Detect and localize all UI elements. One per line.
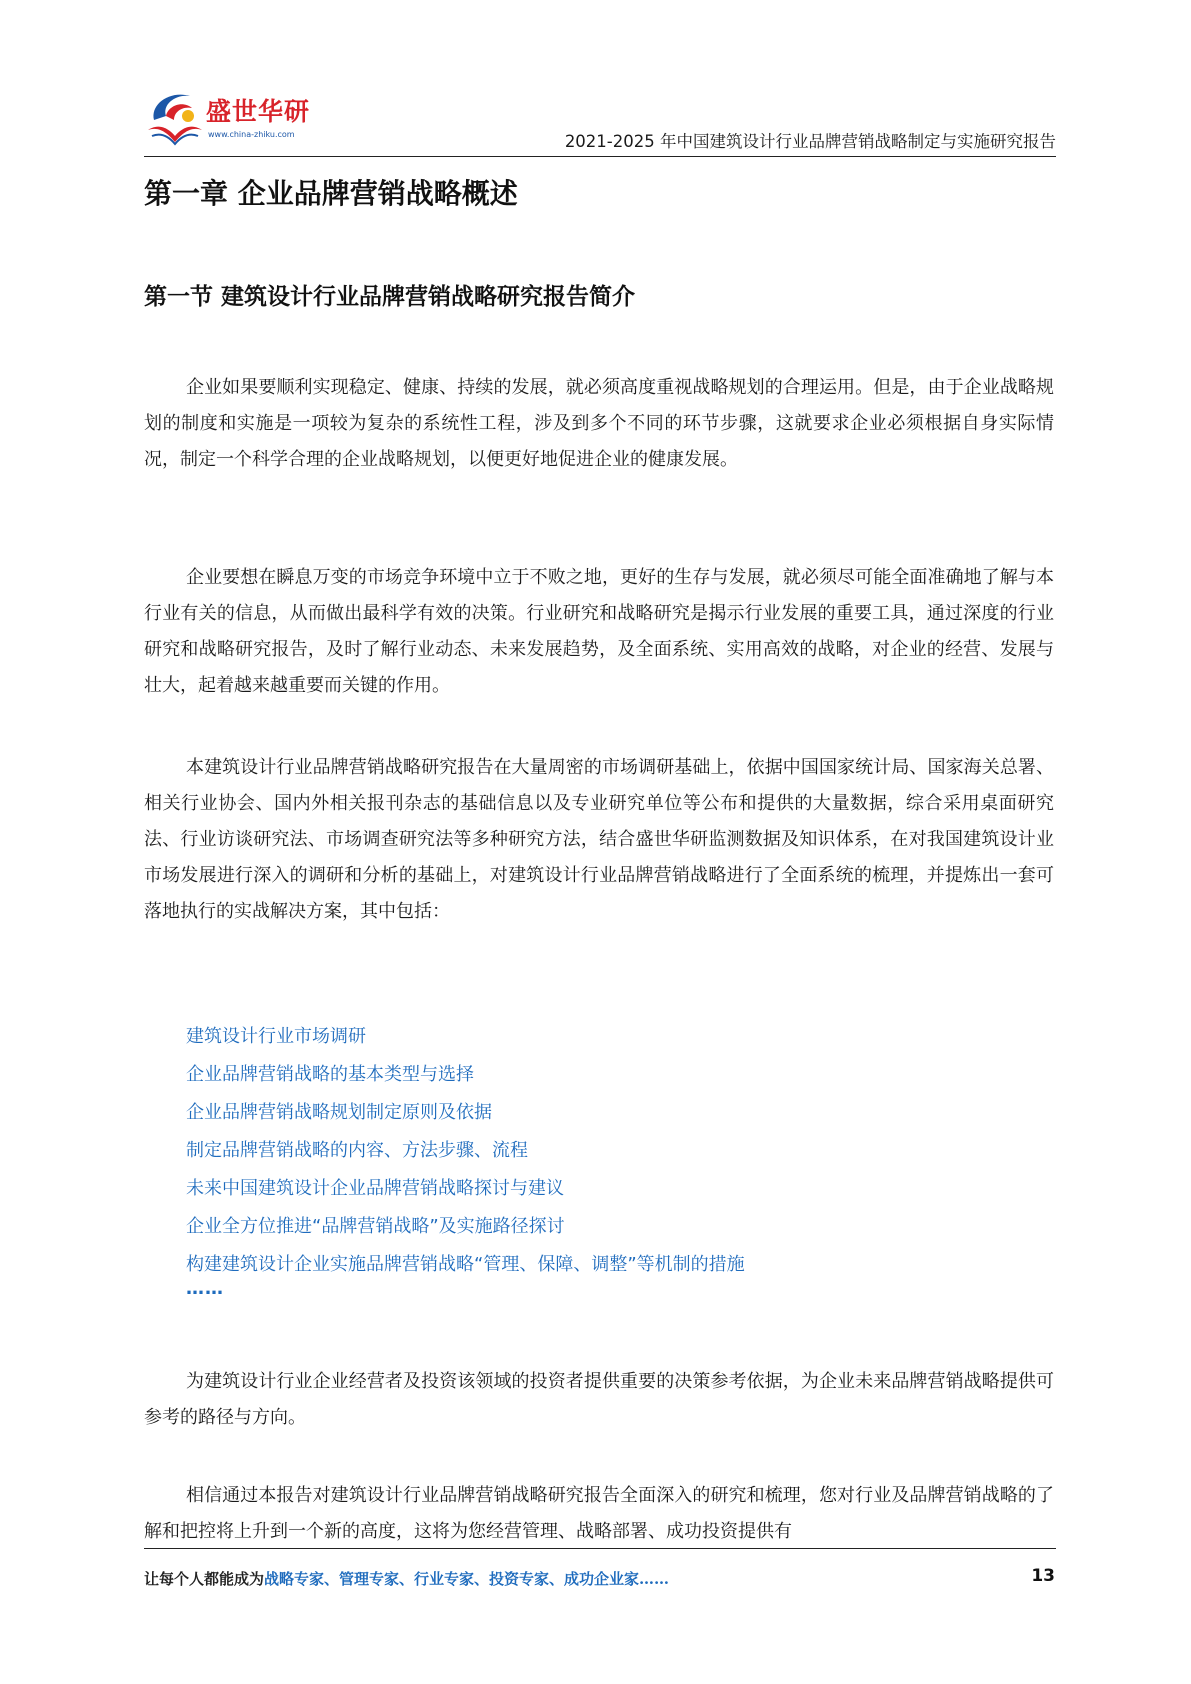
report-title: 2021-2025 年中国建筑设计行业品牌营销战略制定与实施研究报告 bbox=[564, 132, 1056, 151]
body-paragraph: 企业如果要顺利实现稳定、健康、持续的发展，就必须高度重视战略规划的合理运用。但是，由于企业战略规划的制度和实施是一项较为复杂的系统性工程，涉及到多个不同的环节步骤，这就要求企业必须根据自身实际情况，制定一个科学合理的企业战略规划，以便更好地促进企业的健康发展。 bbox=[144, 377, 1054, 470]
footer-divider bbox=[144, 1548, 1056, 1549]
logo-website: www.china-zhiku.com bbox=[208, 130, 295, 139]
contents-link-list bbox=[186, 1018, 745, 1284]
page-number: 13 bbox=[1031, 1566, 1055, 1586]
contents-link[interactable]: 制定品牌营销战略的内容、方法步骤、流程 bbox=[186, 1140, 528, 1161]
body-paragraph: 相信通过本报告对建筑设计行业品牌营销战略研究报告全面深入的研究和梳理，您对行业及品牌营销战略的了解和把控将上升到一个新的高度，这将为您经营管理、战略部署、成功投资提供有 bbox=[144, 1485, 1054, 1542]
contents-link[interactable]: 构建建筑设计企业实施品牌营销战略“管理、保障、调整”等机制的措施 bbox=[186, 1254, 745, 1275]
company-logo bbox=[144, 86, 314, 150]
contents-link[interactable]: 企业品牌营销战略的基本类型与选择 bbox=[186, 1064, 474, 1085]
footer-slogan-highlight: 战略专家、管理专家、行业专家、投资专家、成功企业家…… bbox=[264, 1570, 670, 1588]
body-paragraph: 企业要想在瞬息万变的市场竞争环境中立于不败之地，更好的生存与发展，就必须尽可能全面准确地了解与本行业有关的信息，从而做出最科学有效的决策。行业研究和战略研究是揭示行业发展的重要工具，通过深度的行业研究和战略研究报告，及时了解行业动态、未来发展趋势，及全面系统、实用高效的战略，对企业的经营、发展与壮大，起着越来越重要而关键的作用。 bbox=[144, 567, 1054, 696]
contents-link[interactable]: 企业品牌营销战略规划制定原则及依据 bbox=[186, 1102, 492, 1123]
contents-link[interactable]: 企业全方位推进“品牌营销战略”及实施路径探讨 bbox=[186, 1216, 565, 1237]
contents-link[interactable]: 建筑设计行业市场调研 bbox=[186, 1026, 366, 1047]
body-paragraph: 本建筑设计行业品牌营销战略研究报告在大量周密的市场调研基础上，依据中国国家统计局、国家海关总署、相关行业协会、国内外相关报刊杂志的基础信息以及专业研究单位等公布和提供的大量数据，综合采用桌面研究法、行业访谈研究法、市场调查研究法等多种研究方法，结合盛世华研监测数据及知识体系，在对我国建筑设计业市场发展进行深入的调研和分析的基础上，对建筑设计行业品牌营销战略进行了全面系统的梳理，并提炼出一套可落地执行的实战解决方案，其中包括： bbox=[144, 757, 1054, 922]
section-title: 第一节 建筑设计行业品牌营销战略研究报告简介 bbox=[144, 284, 636, 310]
header-divider bbox=[144, 156, 1056, 157]
chapter-title: 第一章 企业品牌营销战略概述 bbox=[144, 177, 518, 210]
footer-slogan bbox=[144, 1568, 669, 1589]
page-header bbox=[144, 78, 1056, 156]
logo-brand-name: 盛世华研 bbox=[206, 97, 311, 126]
contents-link[interactable]: 未来中国建筑设计企业品牌营销战略探讨与建议 bbox=[186, 1178, 564, 1199]
body-paragraph: 为建筑设计行业企业经营者及投资该领域的投资者提供重要的决策参考依据，为企业未来品牌营销战略提供可参考的路径与方向。 bbox=[144, 1371, 1054, 1428]
logo-emblem-icon bbox=[144, 86, 206, 148]
contents-ellipsis: …… bbox=[186, 1278, 224, 1299]
footer-slogan-prefix: 让每个人都能成为 bbox=[144, 1570, 265, 1588]
